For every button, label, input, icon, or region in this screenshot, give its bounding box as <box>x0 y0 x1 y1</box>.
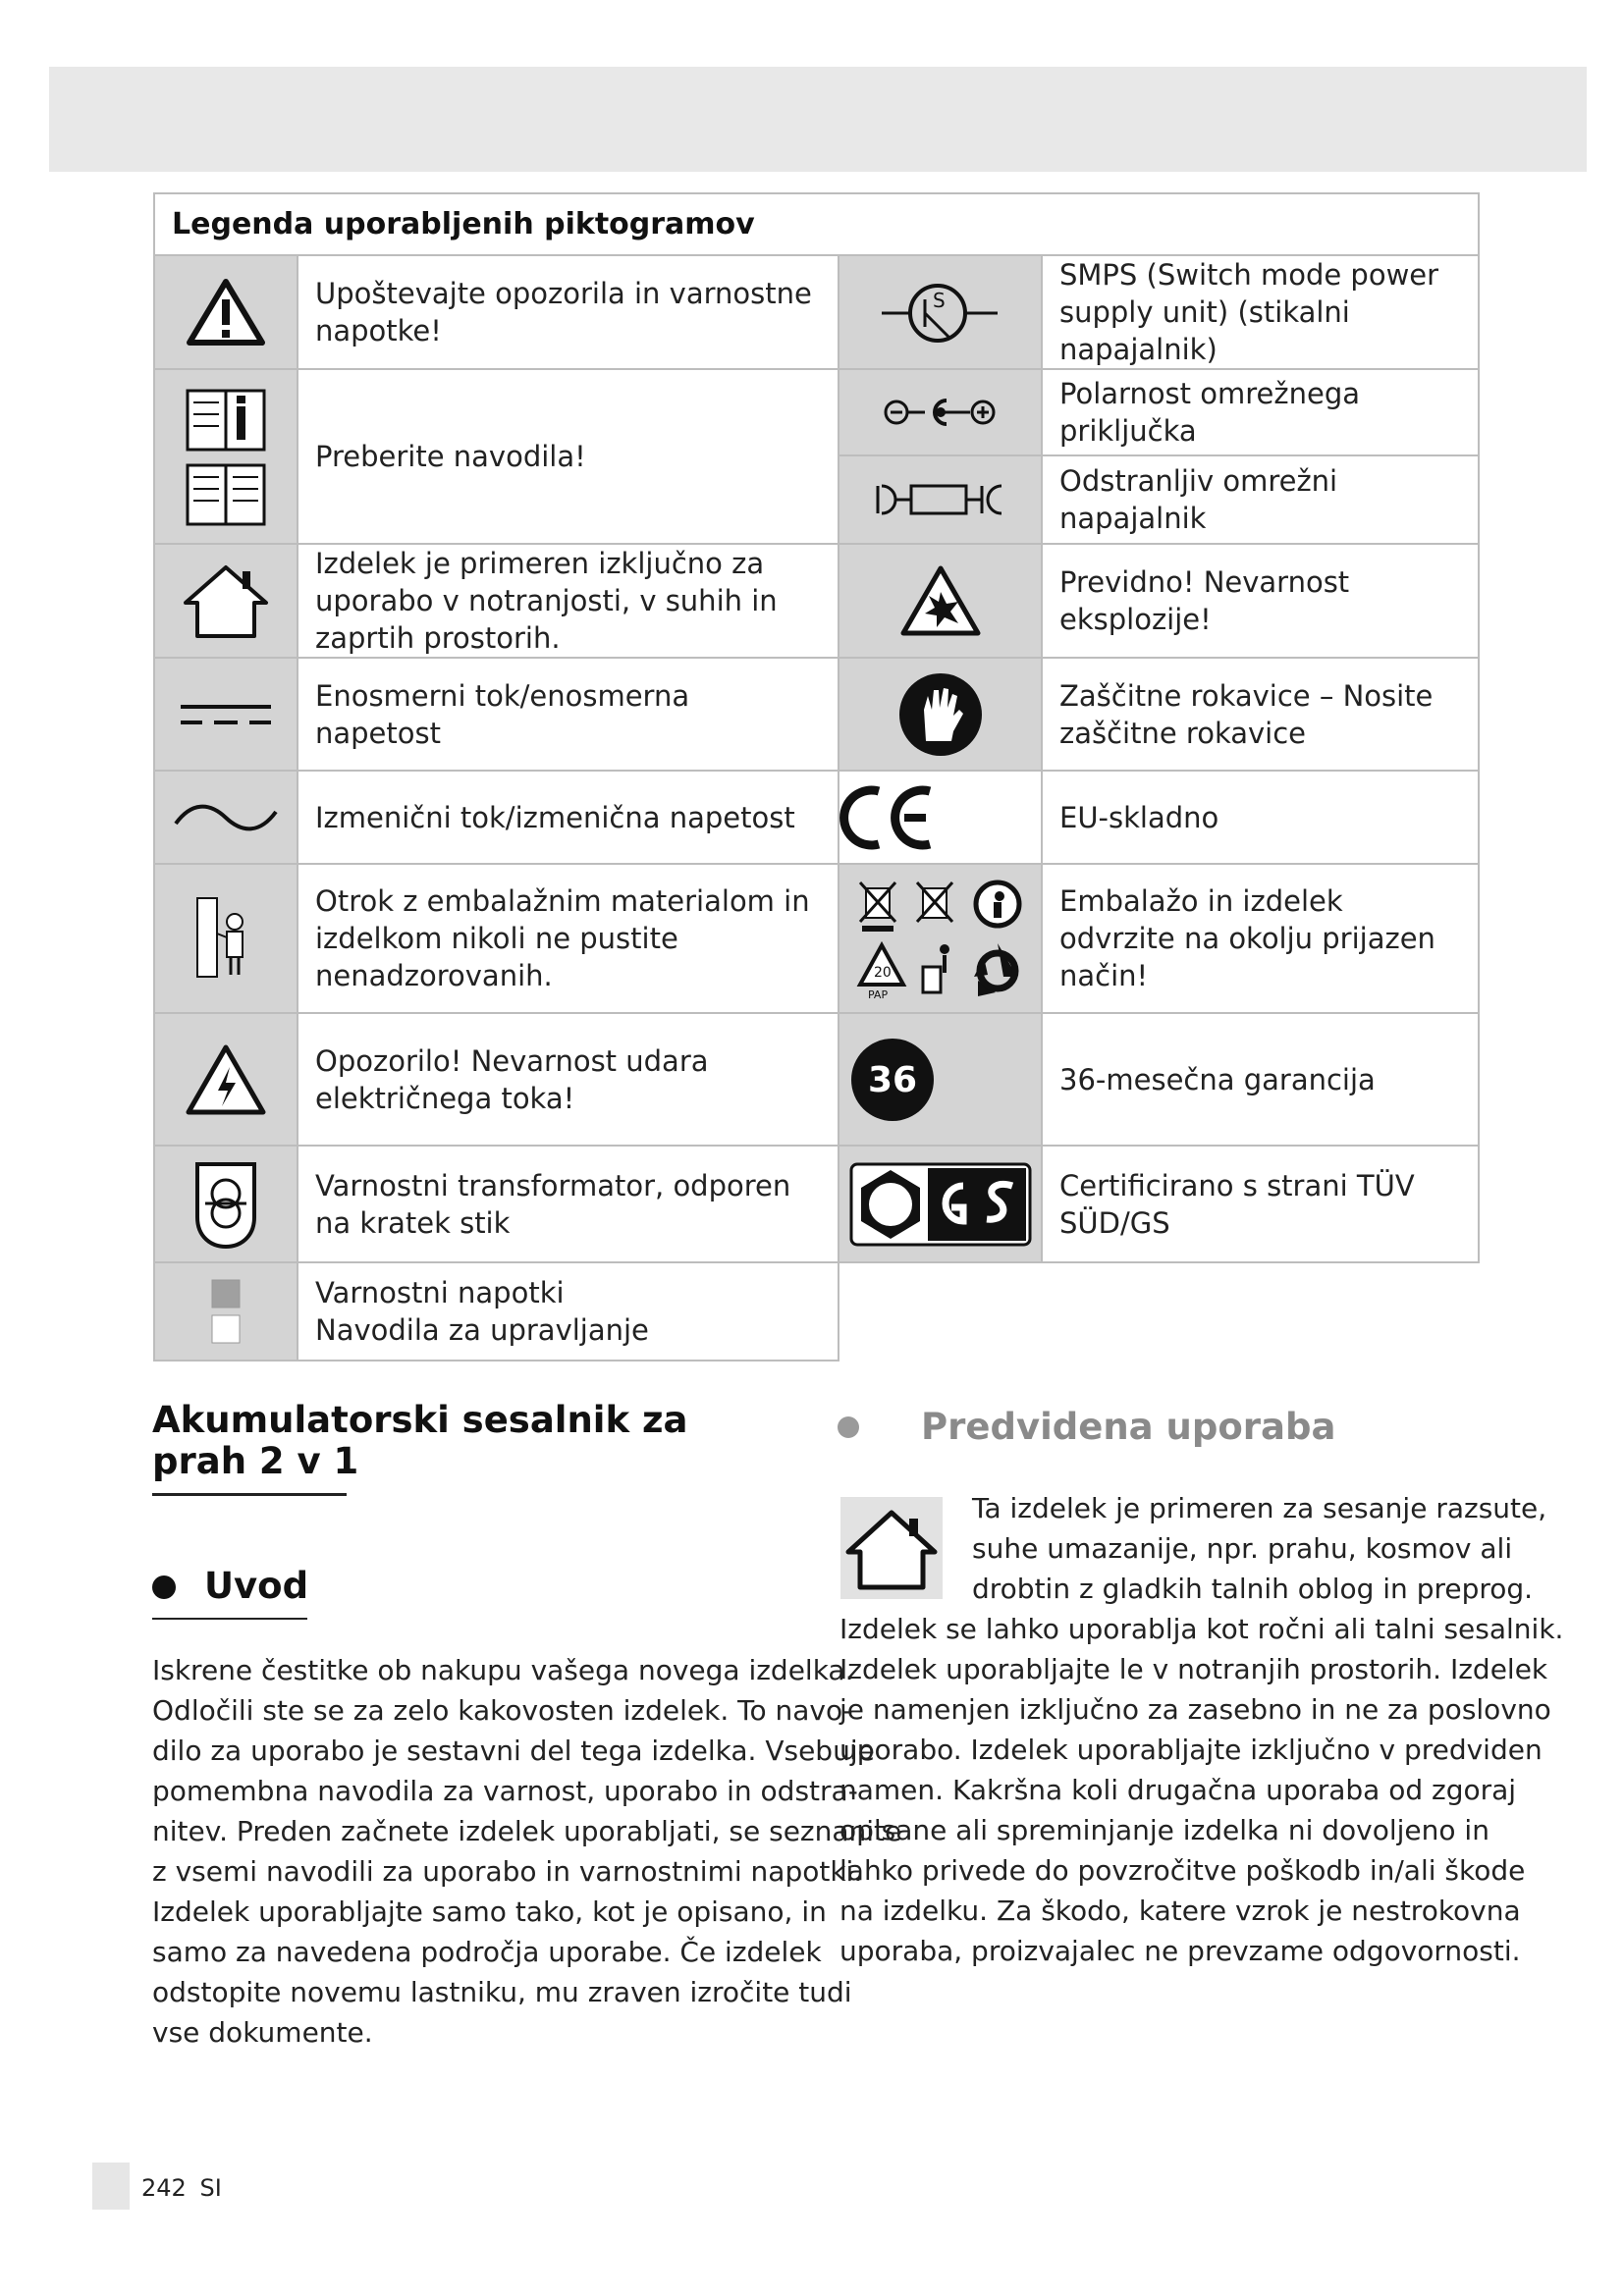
electric-shock-warning-icon <box>154 1013 298 1146</box>
product-title-line1: Akumulatorski sesalnik za <box>152 1399 688 1441</box>
intro-underline <box>152 1618 307 1620</box>
text-line: odstopite novemu lastniku, mu zraven izročite tudi <box>152 1976 852 2008</box>
legend-text-right: Odstranljiv omrežni napajalnik <box>1042 455 1479 544</box>
text-line: Odločili ste se za zelo kakovosten izdelek. To navo- <box>152 1694 853 1727</box>
safety-transformer-icon <box>154 1146 298 1262</box>
legend-text: Izmenični tok/izmenična napetost <box>298 771 839 864</box>
legend-title: Legenda uporabljenih piktogramov <box>154 193 1479 255</box>
intended-use-heading: Predvidena uporaba <box>921 1406 1336 1448</box>
legend-text: Enosmerni tok/enosmerna napetost <box>298 658 839 771</box>
recycle-arrows-icon <box>974 943 1017 996</box>
footer-marker <box>92 2163 130 2210</box>
legend-text: Varnostni transformator, odporen na kratek stik <box>298 1146 839 1262</box>
safety-notes-label: Varnostni napotki <box>315 1276 565 1309</box>
text-line: z vsemi navodili za uporabo in varnostnimi napotki. <box>152 1855 863 1888</box>
legend-text-right: EU-skladno <box>1042 771 1479 864</box>
read-manual-icon <box>154 369 298 544</box>
child-packaging-warning-icon <box>154 864 298 1013</box>
svg-text:36: 36 <box>867 1059 918 1100</box>
recycling-code-icon <box>860 945 903 1001</box>
legend-text: Upoštevajte opozorila in varnostne napotke! <box>298 255 839 369</box>
operating-instructions-label: Navodila za upravljanje <box>315 1313 649 1347</box>
gloves-icon <box>839 658 1042 771</box>
text-line: nitev. Preden začnete izdelek uporabljati, se seznanite <box>152 1815 902 1847</box>
text-line: Izdelek uporabljajte le v notranjih prostorih. Izdelek <box>839 1653 1548 1685</box>
legend-text-right: Certificirano s strani TÜV SÜD/GS <box>1042 1146 1479 1262</box>
svg-text:PAP: PAP <box>867 988 888 1001</box>
warning-triangle-icon <box>154 255 298 369</box>
polarity-icon <box>839 369 1042 455</box>
text-line: pomembna navodila za varnost, uporabo in odstra- <box>152 1775 858 1807</box>
text-line: lahko privede do povzročitve poškodb in/ali škode <box>839 1854 1526 1887</box>
house-icon <box>154 544 298 658</box>
legend-text: Preberite navodila! <box>298 369 839 544</box>
alternating-current-icon <box>154 771 298 864</box>
text-line: suhe umazanije, npr. prahu, kosmov ali <box>972 1532 1513 1565</box>
legend-text-right: 36-mesečna garancija <box>1042 1013 1479 1146</box>
pictogram-legend-table <box>153 192 1480 1362</box>
legend-text-right: SMPS (Switch mode power supply unit) (stikalni napajalnik) <box>1042 255 1479 369</box>
weee-bin-icon <box>860 882 895 932</box>
legend-text <box>298 1262 839 1361</box>
smps-icon <box>839 255 1042 369</box>
legend-text-right: Polarnost omrežnega priključka <box>1042 369 1479 455</box>
text-line: Iskrene čestitke ob nakupu vašega novega izdelka. <box>152 1654 854 1686</box>
intro-paragraph <box>152 1650 901 2053</box>
intro-heading: Uvod <box>204 1565 309 1607</box>
legend-text: Izdelek je primeren izključno za uporabo v notranjosti, v suhih in zaprtih prostorih. <box>298 544 839 658</box>
legend-text-right: Previdno! Nevarnost eksplozije! <box>1042 544 1479 658</box>
warranty-36-icon <box>839 1013 1042 1146</box>
legend-text-right: Zaščitne rokavice – Nosite zaščitne rokavice <box>1042 658 1479 771</box>
text-line: na izdelku. Za škodo, katere vzrok je nestrokovna <box>839 1895 1521 1927</box>
text-line: Ta izdelek je primeren za sesanje razsute, <box>972 1492 1547 1524</box>
intended-use-paragraph <box>839 1609 1563 1971</box>
recycling-icons <box>839 864 1042 1013</box>
house-icon <box>840 1497 943 1599</box>
ce-cell <box>839 771 1042 864</box>
intended-use-indented <box>972 1488 1546 1609</box>
text-line: uporabo. Izdelek uporabljajte izključno v predviden <box>839 1734 1543 1766</box>
recycle-person-icon <box>976 882 1019 926</box>
header-band <box>49 67 1587 172</box>
language-code: SI <box>199 2174 222 2202</box>
svg-text:S: S <box>932 289 946 312</box>
explosion-warning-icon <box>839 544 1042 658</box>
legend-text-right: Embalažo in izdelek odvrzite na okolju prijazen način! <box>1042 864 1479 1013</box>
page-number: 242 <box>141 2174 187 2202</box>
product-title <box>152 1400 800 1482</box>
tuv-gs-icon <box>839 1146 1042 1262</box>
direct-current-icon <box>154 658 298 771</box>
text-line: Izdelek se lahko uporablja kot ročni ali talni sesalnik. <box>839 1613 1564 1645</box>
svg-text:20: 20 <box>873 965 892 981</box>
text-line: drobtin z gladkih talnih oblog in preprog. <box>972 1573 1534 1605</box>
bullet-icon <box>838 1416 859 1438</box>
text-line: samo za navedena področja uporabe. Če izdelek <box>152 1936 822 1968</box>
litter-bin-icon <box>923 944 949 992</box>
removable-power-supply-icon <box>839 455 1042 544</box>
text-line: vse dokumente. <box>152 2016 373 2049</box>
title-underline <box>152 1493 347 1496</box>
legend-text: Otrok z embalažnim materialom in izdelkom nikoli ne pustite nenadzorovanih. <box>298 864 839 1013</box>
text-line: je namenjen izključno za zasebno in ne za poslovno <box>839 1693 1551 1726</box>
page-footer <box>141 2173 222 2203</box>
legend-text: Opozorilo! Nevarnost udara električnega toka! <box>298 1013 839 1146</box>
ce-mark-icon <box>839 783 938 852</box>
text-line: namen. Kakršna koli drugačna uporaba od zgoraj <box>839 1774 1517 1806</box>
text-line: dilo za uporabo je sestavni del tega izdelka. Vsebuje <box>152 1735 875 1767</box>
text-line: opisane ali spreminjanje izdelka ni dovoljeno in <box>839 1814 1489 1846</box>
text-line: uporaba, proizvajalec ne prevzame odgovornosti. <box>839 1935 1521 1967</box>
text-line: Izdelek uporabljajte samo tako, kot je opisano, in <box>152 1896 827 1928</box>
product-title-line2: prah 2 v 1 <box>152 1440 359 1482</box>
instruction-squares-icon <box>154 1262 298 1361</box>
weee-bin-2-icon <box>917 882 952 922</box>
bullet-icon <box>152 1575 176 1599</box>
